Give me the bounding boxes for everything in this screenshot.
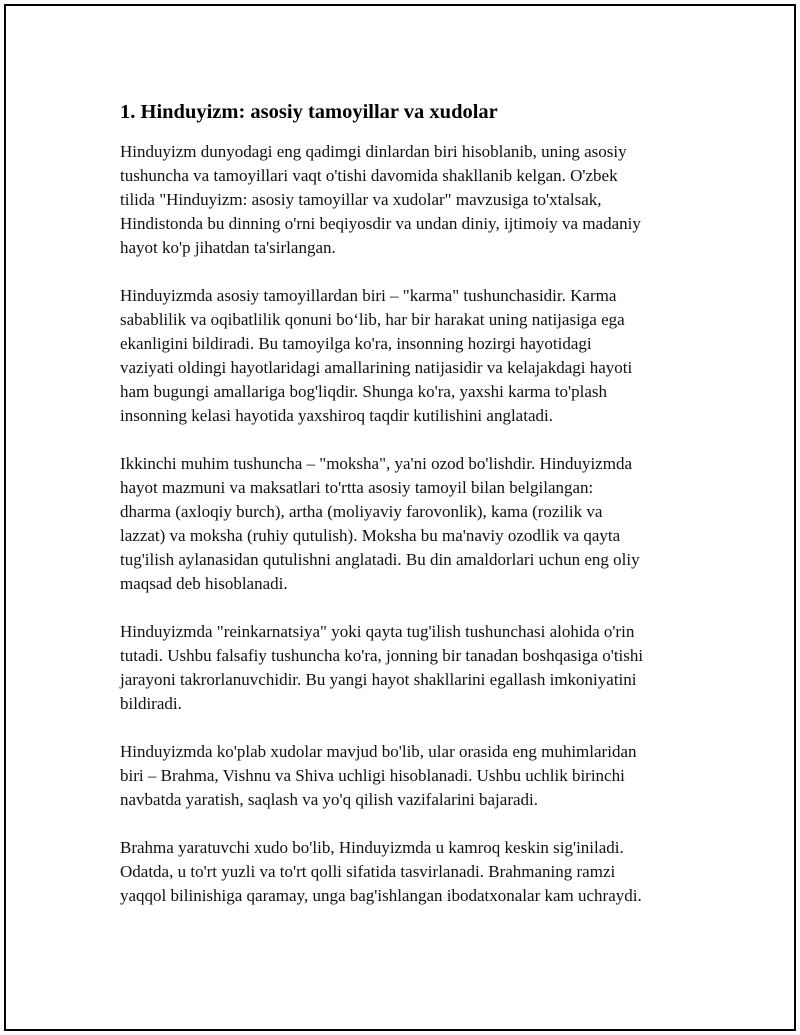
paragraph-line: ekanligini bildiradi. Bu tamoyilga ko'ra, insonning hozirgi hayotidagi	[120, 334, 592, 353]
paragraph-line: Hinduyizmda asosiy tamoyillardan biri – "karma" tushunchasidir. Karma	[120, 286, 617, 305]
paragraph-line: Ikkinchi muhim tushuncha – "moksha", ya'ni ozod bo'lishdir. Hinduyizmda	[120, 454, 633, 473]
paragraph-list	[120, 140, 695, 908]
paragraph	[120, 452, 695, 596]
paragraph	[120, 740, 695, 812]
paragraph-line: insonning kelasi hayotida yaxshiroq taqdir kutilishini anglatadi.	[120, 406, 553, 425]
paragraph-line: Hindistonda bu dinning o'rni beqiyosdir va undan diniy, ijtimoiy va madaniy	[120, 214, 641, 233]
paragraph-line: ham bugungi amallariga bog'liqdir. Shunga ko'ra, yaxshi karma to'plash	[120, 382, 607, 401]
paragraph-line: hayot ko'p jihatdan ta'sirlangan.	[120, 238, 336, 257]
paragraph-line: tug'ilish aylanasidan qutulishni anglatadi. Bu din amaldorlari uchun eng oliy	[120, 550, 640, 569]
paragraph-line: maqsad deb hisoblanadi.	[120, 574, 288, 593]
document-body	[120, 98, 695, 932]
paragraph-line: Hinduyizm dunyodagi eng qadimgi dinlardan biri hisoblanib, uning asosiy	[120, 142, 627, 161]
paragraph-line: tilida "Hinduyizm: asosiy tamoyillar va xudolar" mavzusiga to'xtalsak,	[120, 190, 602, 209]
paragraph-line: tutadi. Ushbu falsafiy tushuncha ko'ra, jonning bir tanadan boshqasiga o'tishi	[120, 646, 644, 665]
paragraph-line: tushuncha va tamoyillari vaqt o'tishi davomida shakllanib kelgan. O'zbek	[120, 166, 618, 185]
paragraph	[120, 284, 695, 428]
page-border	[4, 4, 796, 1031]
paragraph-line: yaqqol bilinishiga qaramay, unga bag'ishlangan ibodatxonalar kam uchraydi.	[120, 886, 642, 905]
paragraph-line: hayot mazmuni va maksatlari to'rtta asosiy tamoyil bilan belgilangan:	[120, 478, 594, 497]
paragraph-line: lazzat) va moksha (ruhiy qutulish). Moksha bu ma'naviy ozodlik va qayta	[120, 526, 621, 545]
paragraph-line: dharma (axloqiy burch), artha (moliyaviy farovonlik), kama (rozilik va	[120, 502, 603, 521]
paragraph-line: Hinduyizmda "reinkarnatsiya" yoki qayta tug'ilish tushunchasi alohida o'rin	[120, 622, 635, 641]
paragraph-line: Brahma yaratuvchi xudo bo'lib, Hinduyizmda u kamroq keskin sig'iniladi.	[120, 838, 624, 857]
paragraph-line: biri – Brahma, Vishnu va Shiva uchligi hisoblanadi. Ushbu uchlik birinchi	[120, 766, 625, 785]
paragraph-line: bildiradi.	[120, 694, 182, 713]
paragraph-line: sabablilik va oqibatlilik qonuni bo‘lib, har bir harakat uning natijasiga ega	[120, 310, 625, 329]
paragraph-line: navbatda yaratish, saqlash va yo'q qilish vazifalarini bajaradi.	[120, 790, 539, 809]
paragraph-line: Hinduyizmda ko'plab xudolar mavjud bo'lib, ular orasida eng muhimlaridan	[120, 742, 637, 761]
paragraph	[120, 140, 695, 260]
paragraph	[120, 620, 695, 716]
paragraph-line: jarayoni takrorlanuvchidir. Bu yangi hayot shakllarini egallash imkoniyatini	[120, 670, 637, 689]
section-heading: 1. Hinduyizm: asosiy tamoyillar va xudolar	[120, 101, 498, 123]
paragraph-line: Odatda, u to'rt yuzli va to'rt qolli sifatida tasvirlanadi. Brahmaning ramzi	[120, 862, 616, 881]
paragraph-line: vaziyati oldingi hayotlaridagi amallarining natijasidir va kelajakdagi hayoti	[120, 358, 633, 377]
paragraph	[120, 836, 695, 908]
